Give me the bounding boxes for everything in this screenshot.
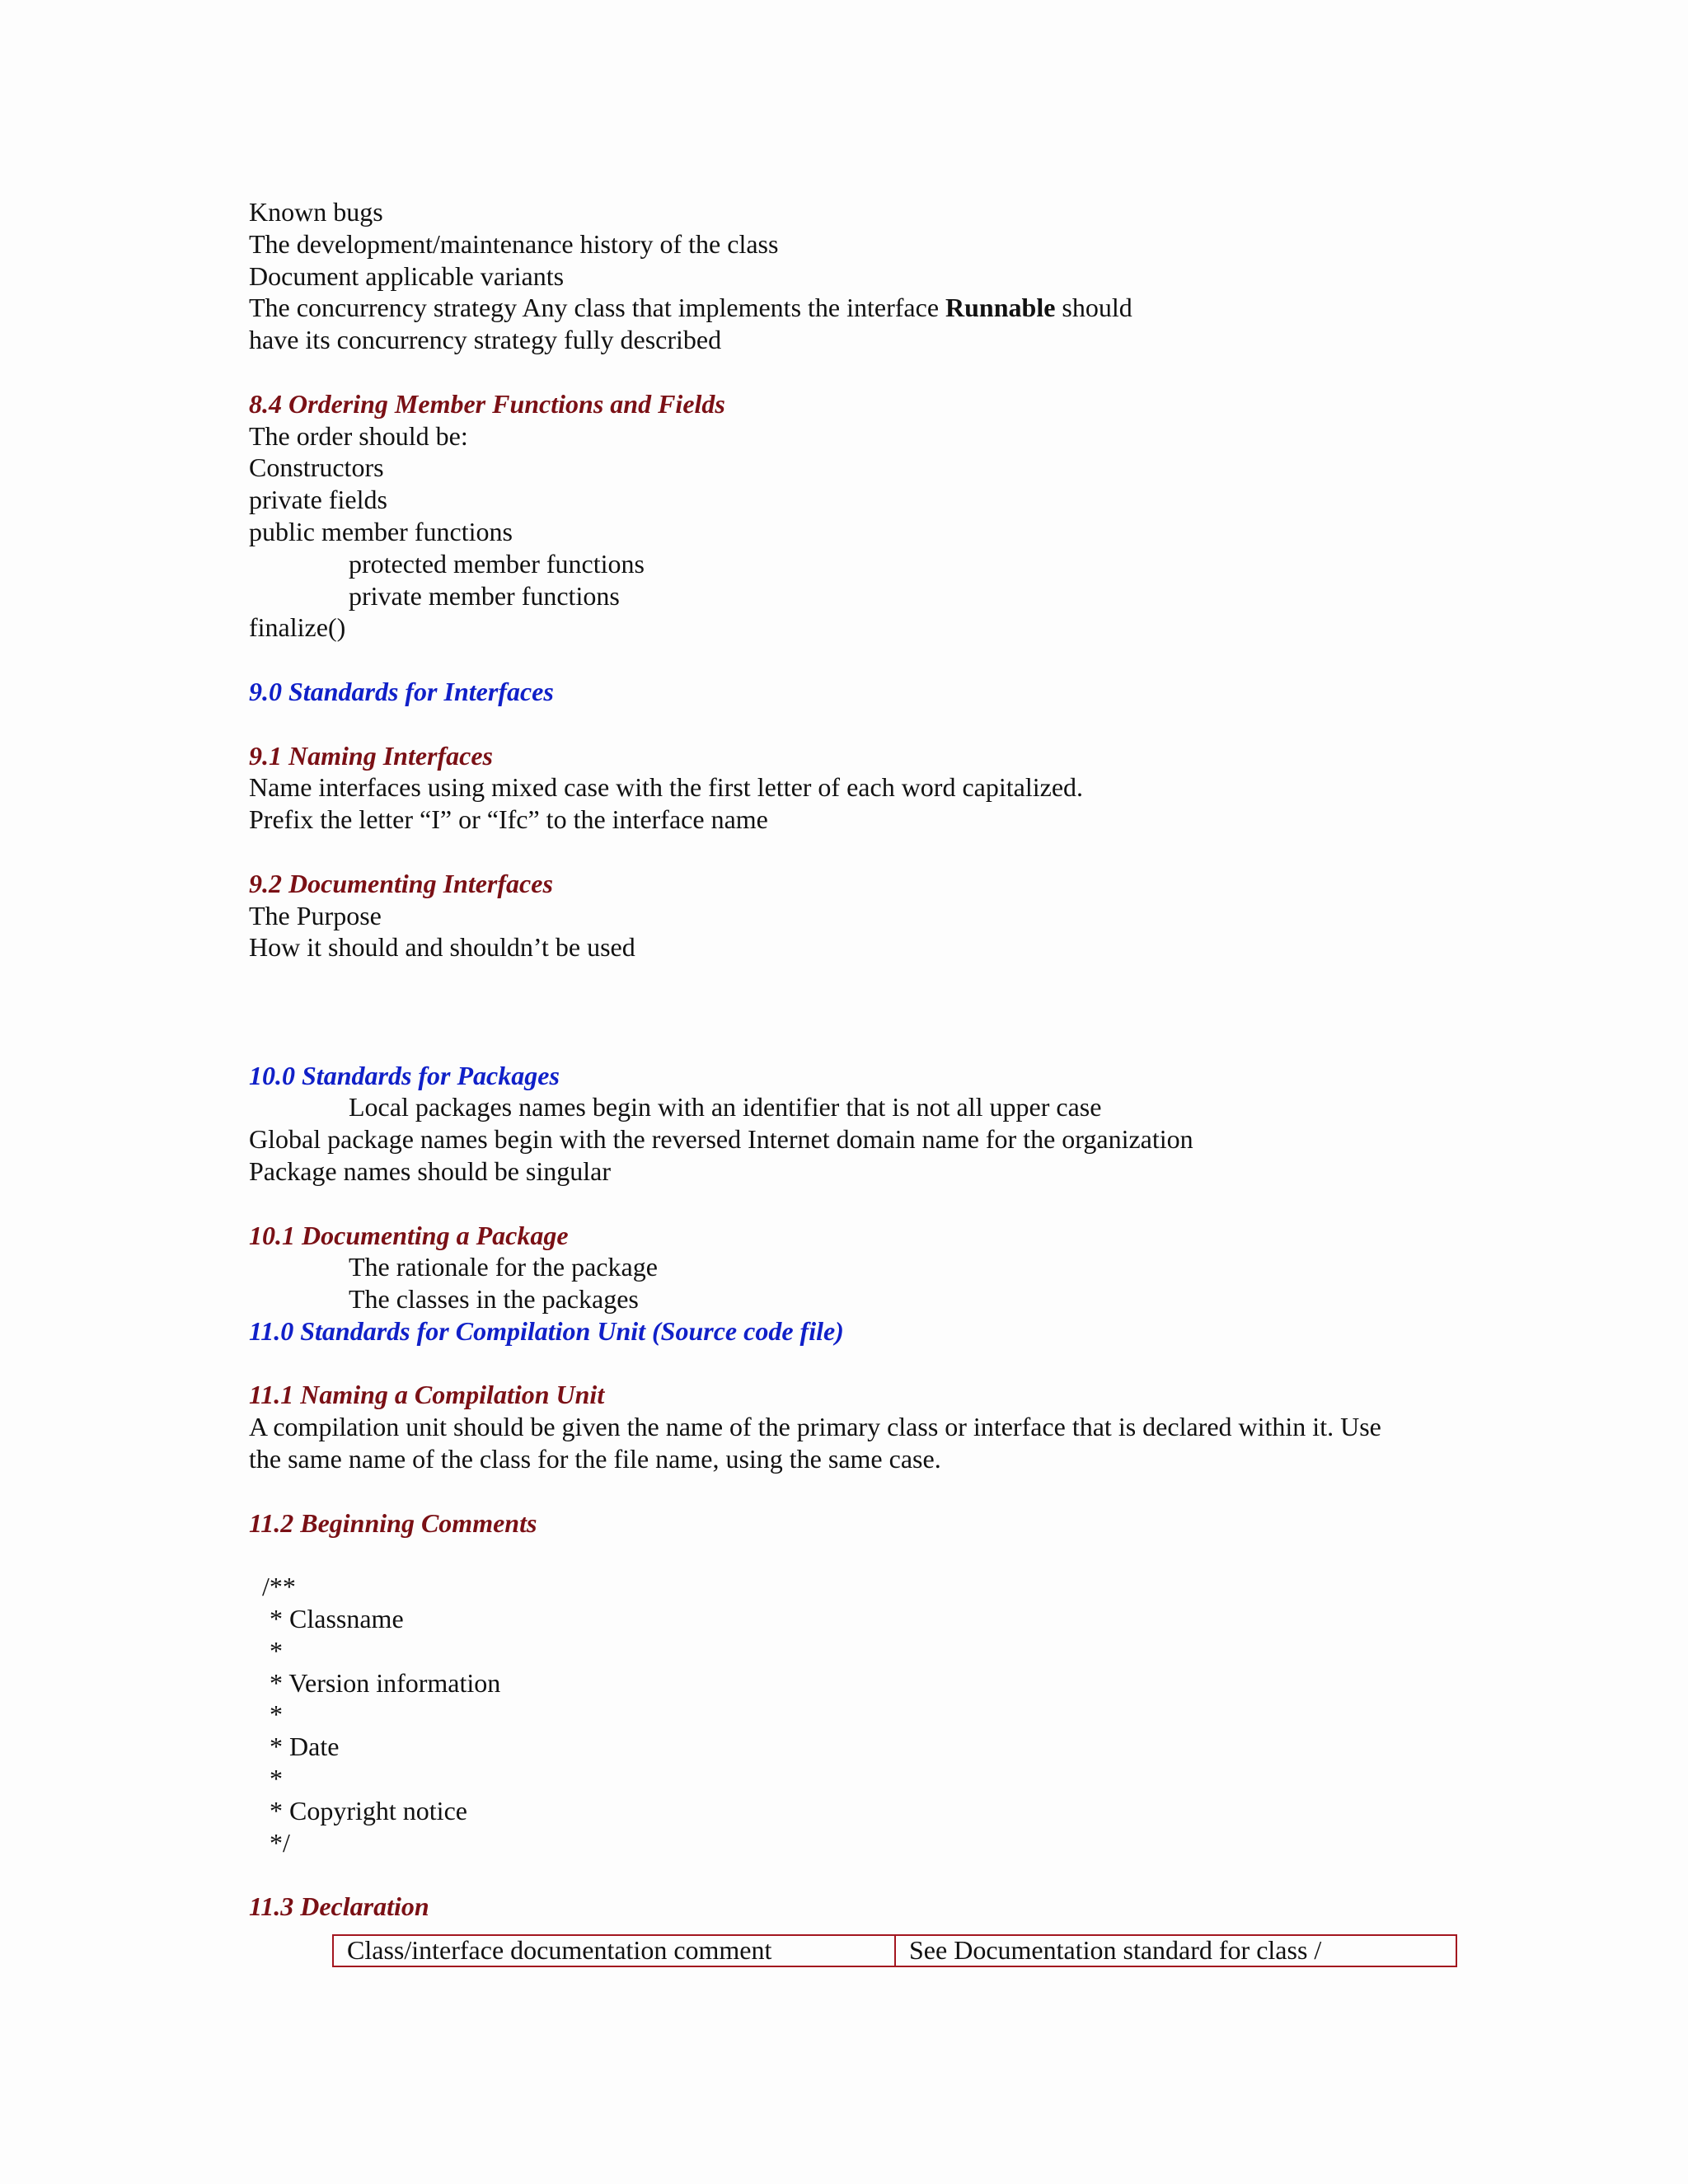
packages-line: Local packages names begin with an identifier that is not all upper case xyxy=(349,1092,1102,1122)
ordering-item: Constructors xyxy=(249,452,384,483)
concurrency-line-2: have its concurrency strategy fully described xyxy=(249,325,722,355)
code-comment-line: */ xyxy=(270,1827,290,1858)
ordering-intro: The order should be: xyxy=(249,420,468,451)
code-comment-line: * Classname xyxy=(270,1604,404,1634)
documenting-interfaces-line: How it should and shouldn’t be used xyxy=(249,932,635,963)
heading-11-3: 11.3 Declaration xyxy=(249,1891,429,1922)
code-comment-line: * Copyright notice xyxy=(270,1795,467,1825)
table-cell: Class/interface documentation comment xyxy=(333,1935,895,1966)
heading-8-4: 8.4 Ordering Member Functions and Fields xyxy=(249,388,725,419)
code-comment-line: * xyxy=(270,1764,283,1794)
code-comment-line: * Date xyxy=(270,1732,340,1762)
ordering-item: finalize() xyxy=(249,612,346,643)
ordering-item: public member functions xyxy=(249,516,513,546)
package-doc-line: The classes in the packages xyxy=(349,1284,639,1315)
code-comment-line: * Version information xyxy=(270,1667,501,1698)
naming-interfaces-line: Name interfaces using mixed case with the first letter of each word capitalized. xyxy=(249,772,1084,803)
naming-interfaces-line: Prefix the letter “I” or “Ifc” to the interface name xyxy=(249,804,768,835)
heading-9-2: 9.2 Documenting Interfaces xyxy=(249,868,553,898)
heading-9-1: 9.1 Naming Interfaces xyxy=(249,740,493,771)
intro-line: Known bugs xyxy=(249,197,383,227)
intro-line: The development/maintenance history of the class xyxy=(249,228,779,259)
runnable-keyword: Runnable xyxy=(945,293,1056,323)
declaration-table xyxy=(332,1934,1457,1967)
heading-11-0: 11.0 Standards for Compilation Unit (Source code file) xyxy=(249,1315,844,1346)
ordering-item: private member functions xyxy=(349,580,620,611)
compilation-unit-line: A compilation unit should be given the name of the primary class or interface that is declared within it. Use xyxy=(249,1412,1381,1442)
code-comment-line: * xyxy=(270,1699,283,1730)
ordering-item: protected member functions xyxy=(349,548,645,579)
heading-9-0: 9.0 Standards for Interfaces xyxy=(249,676,554,706)
packages-line: Global package names begin with the reversed Internet domain name for the organization xyxy=(249,1124,1193,1155)
table-cell: See Documentation standard for class / xyxy=(895,1935,1456,1966)
concurrency-text-end: should xyxy=(1055,293,1132,323)
package-doc-line: The rationale for the package xyxy=(349,1252,658,1282)
code-comment-line: /** xyxy=(262,1572,296,1602)
code-comment-line: * xyxy=(270,1635,283,1666)
concurrency-line xyxy=(249,292,1469,324)
heading-11-1: 11.1 Naming a Compilation Unit xyxy=(249,1380,605,1410)
intro-line: Document applicable variants xyxy=(249,260,565,291)
heading-10-1: 10.1 Documenting a Package xyxy=(249,1220,569,1250)
documenting-interfaces-line: The Purpose xyxy=(249,900,382,930)
compilation-unit-line: the same name of the class for the file name, using the same case. xyxy=(249,1444,941,1474)
heading-10-0: 10.0 Standards for Packages xyxy=(249,1060,560,1090)
packages-line: Package names should be singular xyxy=(249,1155,611,1186)
concurrency-text: The concurrency strategy Any class that implements the interface xyxy=(249,293,946,323)
page-content xyxy=(249,196,1469,1967)
ordering-item: private fields xyxy=(249,485,387,515)
table-row xyxy=(333,1935,1456,1966)
heading-11-2: 11.2 Beginning Comments xyxy=(249,1507,537,1538)
